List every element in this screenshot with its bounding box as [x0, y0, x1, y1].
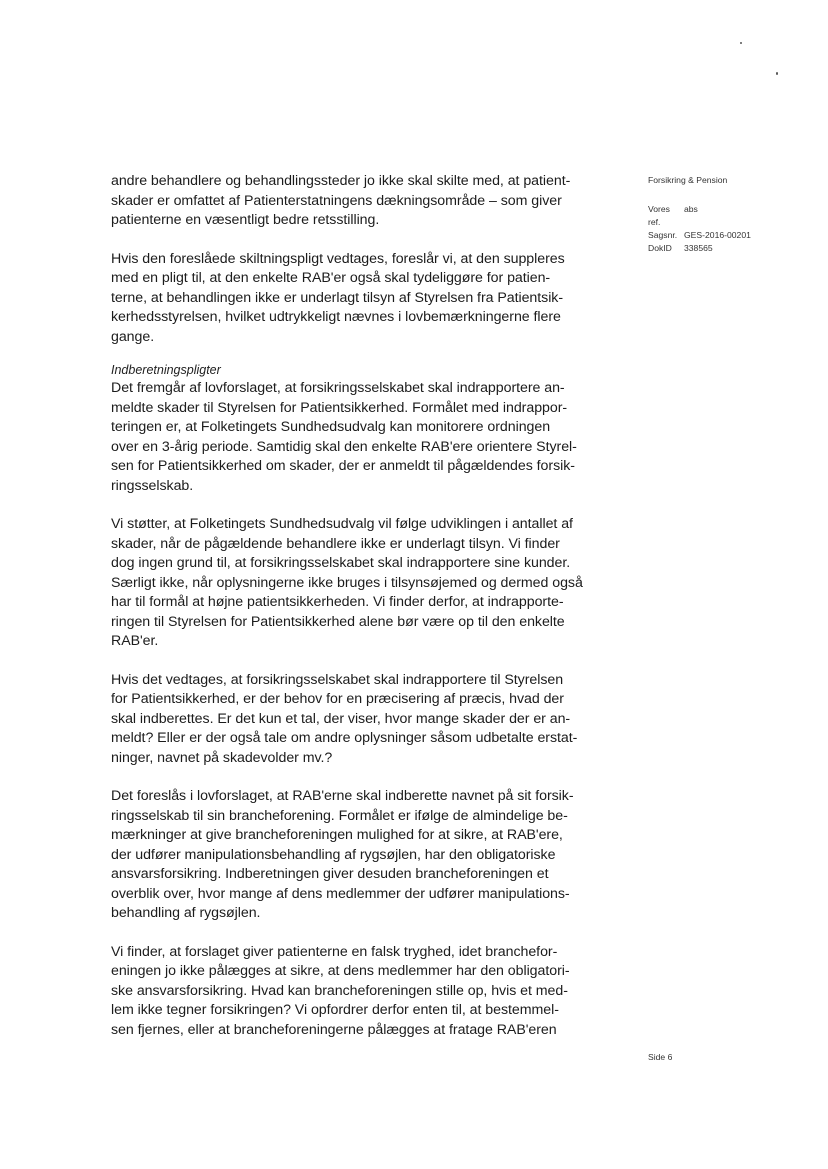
- doc-id-row: DokID 338565: [648, 243, 713, 253]
- sidebar: [648, 175, 751, 255]
- paragraph-7: Vi finder, at forslaget giver patienterne en falsk tryghed, idet branchefor- eningen jo ikke pålægges at sikre, at dens medlemmer har den obligatori- ske ansvarsforsikring. Hvad kan brancheforeningen stille op, hvis et med- lem ikke tegner forsikringen? Vi opfordrer derfor enten til, at bestemmel- sen fjernes, eller at brancheforeningerne pålægges at fratage RAB'eren: [111, 943, 570, 1038]
- organization-name: Forsikring & Pension: [648, 175, 728, 185]
- paragraph-3: Det fremgår af lovforslaget, at forsikringsselskabet skal indrapportere an- meldte skader til Styrelsen for Patientsikkerhed. Formålet med indrappor- teringen er, at Folketingets Sundhedsudvalg kan monitorere ordningen over en 3-årig periode. Samtidig skal den enkelte RAB'ere orientere Styrel- sen for Patientsikkerhed om skader, der er anmeldt til pågældendes forsik- ringsselskab.: [111, 380, 577, 494]
- paragraph-5: Hvis det vedtages, at forsikringsselskabet skal indrapportere til Styrelsen for Patientsikkerhed, er der behov for en præcisering af præcis, hvad der skal indberettes. Er det kun et tal, der viser, hvor mange skader der er an- meldt? Eller er der også tale om andre oplysninger såsom udbetalte erstat- ninger, navnet på skadevolder mv.?: [111, 671, 578, 766]
- section-heading: Indberetningspligter: [111, 363, 221, 377]
- paragraph-4: Vi støtter, at Folketingets Sundhedsudvalg vil følge udviklingen i antallet af skader, når de pågældende behandlere ikke er underlagt tilsyn. Vi finder dog ingen grund til, at forsikringsselskabet skal indrapportere sine kunder. Særligt ikke, når oplysningerne ikke bruges i tilsynsøjemed og dermed også har til formål at højne patientsikkerheden. Vi finder derfor, at indrapporte- ringen til Styrelsen for Patientsikkerhed alene bør være op til den enkelte RAB'er.: [111, 516, 583, 649]
- scan-speck: [740, 42, 742, 44]
- paragraph-1: andre behandlere og behandlingssteder jo ikke skal skilte med, at patient- skader er omfattet af Patienterstatningens dækningsområde – som giver patienterne en væsentligt bedre retsstilling.: [111, 173, 571, 228]
- main-text: [111, 172, 591, 1040]
- case-number-row: Sagsnr. GES-2016-00201: [648, 230, 751, 240]
- page-number: Side 6: [648, 1052, 673, 1062]
- reference-row: Vores ref. abs: [648, 204, 698, 227]
- paragraph-6: Det foreslås i lovforslaget, at RAB'erne skal indberette navnet på sit forsik- ringsselskab til sin brancheforening. Formålet er ifølge de almindelige be- mærkninger at give brancheforeningen mulighed for at sikre, at RAB'ere, der udfører manipulationsbehandling af rygsøjlen, har den obligatoriske ansvarsforsikring. Indberetningen giver desuden brancheforeningen et overblik over, hvor mange af dens medlemmer der udfører manipulations- behandling af rygsøjlen.: [111, 788, 574, 921]
- scan-speck: [776, 72, 778, 75]
- paragraph-2: Hvis den foreslåede skiltningspligt vedtages, foreslår vi, at den suppleres med en pligt til, at den enkelte RAB'er også skal tydeliggøre for patien- terne, at behandlingen ikke er underlagt tilsyn af Styrelsen fra Patientsik- kerhedsstyrelsen, hvilket udtrykkeligt nævnes i lovbemærkningerne flere gange.: [111, 250, 565, 345]
